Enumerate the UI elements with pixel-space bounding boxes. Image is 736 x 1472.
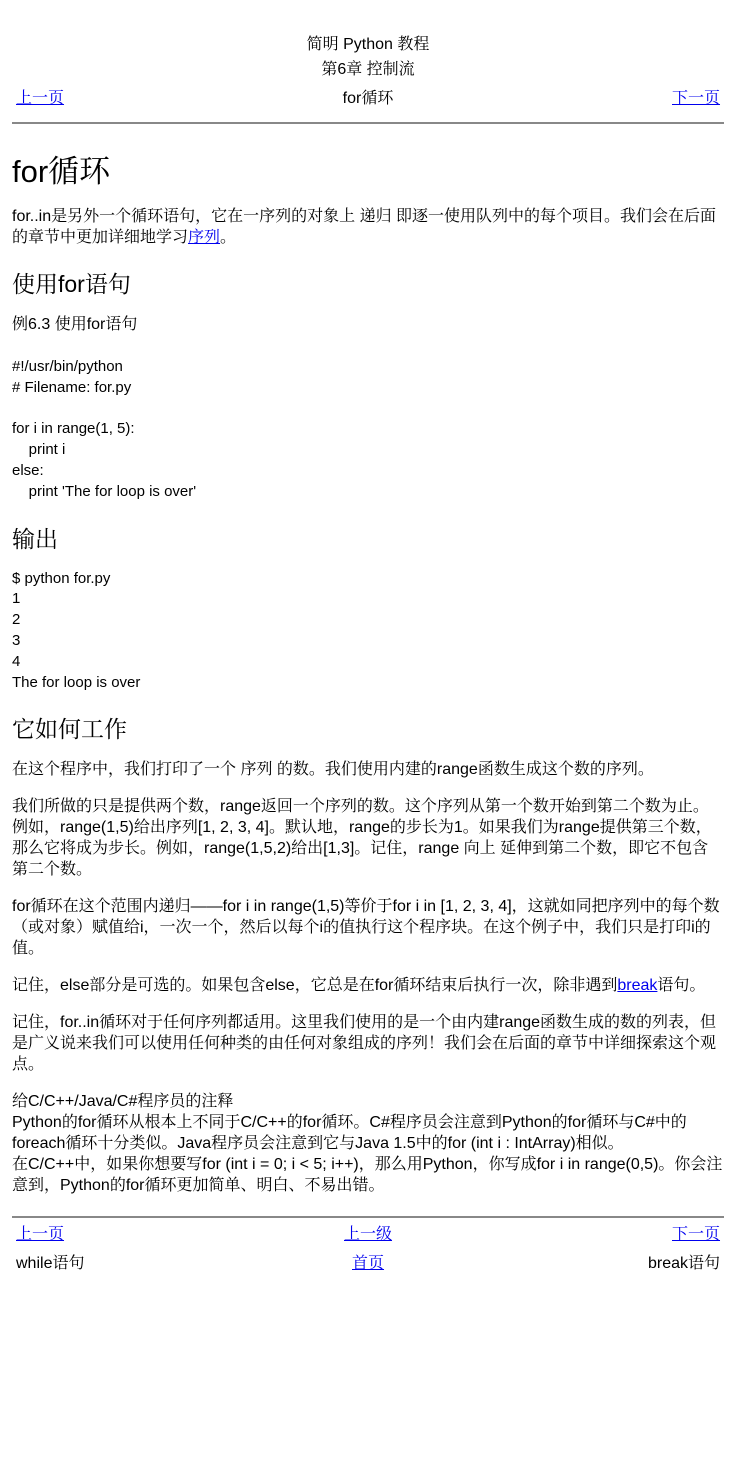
footer-up-link[interactable]: 上一级 [344, 1226, 393, 1244]
paragraph-4: 记住，else部分是可选的。如果包含else，它总是在for循环结束后执行一次，除非遇到break语句。 [12, 977, 706, 995]
programmer-note [12, 1091, 724, 1196]
code-block: #!/usr/bin/python # Filename: for.py for i in range(1, 5): print i else: print 'The for loop is over' [12, 358, 197, 500]
break-link[interactable]: break [617, 977, 658, 995]
next-page-link[interactable]: 下一页 [672, 89, 721, 107]
note-line-2: 在C/C++中，如果你想要写for (int i = 0; i < 5; i++)，那么用Python，你写成for i in range(0,5)。你会注意到，Python的for循环更加简单、明白、不易出错。 [12, 1156, 723, 1195]
home-link[interactable]: 首页 [352, 1255, 385, 1273]
note-line-1: Python的for循环从根本上不同于C/C++的for循环。C#程序员会注意到Python的for循环与C#中的foreach循环十分类似。Java程序员会注意到它与Java 1.5中的for (int i : IntArray)相似。 [12, 1114, 687, 1153]
example-title: 例6.3 使用for语句 [12, 316, 138, 333]
output-heading: 输出 [12, 525, 58, 552]
prev-page-link[interactable]: 上一页 [16, 89, 65, 107]
prev-section-title: while语句 [16, 1255, 85, 1273]
output-block: $ python for.py 1 2 3 4 The for loop is over [12, 569, 141, 691]
how-it-works-heading: 它如何工作 [12, 716, 127, 743]
paragraph-5: 记住，for..in循环对于任何序列都适用。这里我们使用的是一个由内建range函数生成的数的列表，但是广义说来我们可以使用任何种类的由任何对象组成的序列！我们会在后面的章节中详细探索这个观点。 [12, 1014, 717, 1074]
footer-prev-link[interactable]: 上一页 [16, 1226, 65, 1244]
paragraph-2: 我们所做的只是提供两个数，range返回一个序列的数。这个序列从第一个数开始到第二个数为止。例如，range(1,5)给出序列[1, 2, 3, 4]。默认地，range的步长为1。如果我们为range提供第三个数，那么它将成为步长。例如，range(1,5,2)给出[1,3]。记住，range 向上 延伸到第二个数，即它不包含第二个数。 [12, 798, 712, 879]
next-section-title: break语句 [647, 1255, 721, 1273]
header-divider [12, 122, 724, 124]
using-for-heading: 使用for语句 [12, 271, 131, 297]
note-title: 给C/C++/Java/C#程序员的注释 [12, 1093, 234, 1111]
paragraph-3: for循环在这个范围内递归——for i in range(1,5)等价于for i in [1, 2, 3, 4]，这就如同把序列中的每个数（或对象）赋值给i，一次一个，然后以每个i的值执行这个程序块。在这个例子中，我们只是打印i的值。 [12, 898, 720, 958]
footer-nav [12, 1218, 724, 1247]
footer-titles [12, 1247, 724, 1276]
footer-next-link[interactable]: 下一页 [672, 1226, 721, 1244]
top-nav [12, 82, 724, 110]
page-title: for循环 [12, 154, 111, 189]
section-title: for循环 [342, 89, 394, 107]
intro-paragraph: for..in是另外一个循环语句，它在一序列的对象上 递归 即逐一使用队列中的每个项目。我们会在后面的章节中更加详细地学习序列。 [12, 208, 717, 246]
chapter-title: 第6章 控制流 [321, 61, 415, 78]
header [12, 32, 724, 82]
paragraph-1: 在这个程序中，我们打印了一个 序列 的数。我们使用内建的range函数生成这个数的序列。 [12, 761, 654, 779]
sequence-link[interactable]: 序列 [188, 229, 221, 246]
book-title: 简明 Python 教程 [306, 36, 430, 53]
